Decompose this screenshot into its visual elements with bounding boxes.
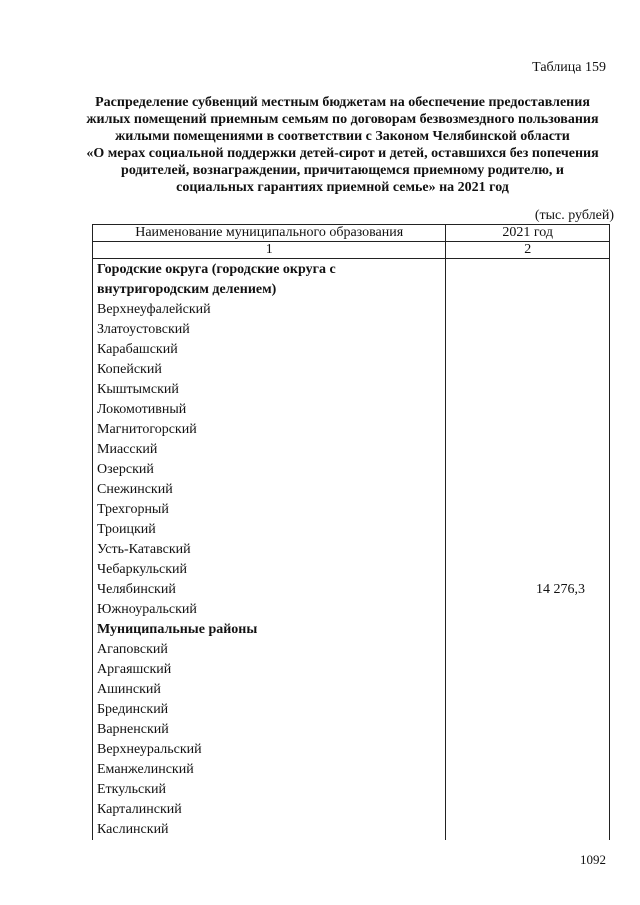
row-name: Усть-Катавский <box>93 540 446 560</box>
table-row <box>93 480 610 500</box>
table-row <box>93 360 610 380</box>
group-label <box>93 259 446 301</box>
row-value <box>446 640 610 660</box>
row-name: Златоустовский <box>93 320 446 340</box>
row-name: Озерский <box>93 460 446 480</box>
row-value <box>446 540 610 560</box>
document-title <box>70 94 615 196</box>
row-value <box>446 760 610 780</box>
row-value <box>446 660 610 680</box>
row-name: Каслинский <box>93 820 446 840</box>
table-row <box>93 680 610 700</box>
table-row <box>93 700 610 720</box>
row-name: Варненский <box>93 720 446 740</box>
row-value <box>446 500 610 520</box>
column-number-1: 1 <box>93 242 446 259</box>
row-value <box>446 320 610 340</box>
row-value <box>446 480 610 500</box>
row-name: Снежинский <box>93 480 446 500</box>
row-name: Магнитогорский <box>93 420 446 440</box>
column-number-2: 2 <box>446 242 610 259</box>
row-value <box>446 440 610 460</box>
table-row <box>93 760 610 780</box>
table-row <box>93 500 610 520</box>
table-row <box>93 740 610 760</box>
row-name: Еманжелинский <box>93 760 446 780</box>
table-row <box>93 820 610 840</box>
row-value <box>446 820 610 840</box>
row-value <box>446 360 610 380</box>
table-row <box>93 600 610 620</box>
row-value <box>446 300 610 320</box>
table-row <box>93 720 610 740</box>
table-row <box>93 300 610 320</box>
table-row <box>93 340 610 360</box>
table-number: Таблица 159 <box>532 60 606 75</box>
row-name: Троицкий <box>93 520 446 540</box>
row-name: Верхнеуральский <box>93 740 446 760</box>
group-label: Муниципальные районы <box>93 620 446 640</box>
table-row <box>93 540 610 560</box>
row-name: Ашинский <box>93 680 446 700</box>
table-row <box>93 520 610 540</box>
header-row <box>93 225 610 242</box>
table-row <box>93 440 610 460</box>
row-name: Верхнеуфалейский <box>93 300 446 320</box>
page-number: 1092 <box>580 852 606 867</box>
table-row <box>93 320 610 340</box>
table-row <box>93 580 610 600</box>
table-row <box>93 660 610 680</box>
column-number-row <box>93 242 610 259</box>
title-line: родителей, вознаграждении, причитающемся приемному родителю, и <box>121 163 564 178</box>
row-value <box>446 560 610 580</box>
row-name: Кыштымский <box>93 380 446 400</box>
column-header-year: 2021 год <box>446 225 610 242</box>
row-name: Еткульский <box>93 780 446 800</box>
row-name: Копейский <box>93 360 446 380</box>
row-value <box>446 700 610 720</box>
group-row-municipal-districts <box>93 620 610 640</box>
row-name: Аргаяшский <box>93 660 446 680</box>
table-row <box>93 460 610 480</box>
table-row <box>93 400 610 420</box>
group-label-line: внутригородским делением) <box>97 282 277 297</box>
row-name: Челябинский <box>93 580 446 600</box>
row-value <box>446 340 610 360</box>
table-row <box>93 420 610 440</box>
title-line: «О мерах социальной поддержки детей-сирот и детей, оставшихся без попечения <box>86 146 599 161</box>
table-row <box>93 560 610 580</box>
row-value <box>446 720 610 740</box>
table-row <box>93 640 610 660</box>
title-line: жилых помещений приемным семьям по договорам безвозмездного пользования <box>86 112 599 127</box>
title-line: Распределение субвенций местным бюджетам на обеспечение предоставления <box>95 95 590 110</box>
group-value <box>446 620 610 640</box>
row-value <box>446 380 610 400</box>
row-name: Чебаркульский <box>93 560 446 580</box>
group-row-city-districts <box>93 259 610 301</box>
row-value <box>446 740 610 760</box>
title-line: социальных гарантиях приемной семье» на 2021 год <box>176 180 509 195</box>
title-line: жилыми помещениями в соответствии с Законом Челябинской области <box>115 129 570 144</box>
row-name: Агаповский <box>93 640 446 660</box>
table-row <box>93 800 610 820</box>
row-name: Карталинский <box>93 800 446 820</box>
row-name: Карабашский <box>93 340 446 360</box>
row-value <box>446 800 610 820</box>
subvention-table <box>92 224 610 840</box>
group-label-line: Городские округа (городские округа с <box>97 262 336 277</box>
row-name: Локомотивный <box>93 400 446 420</box>
row-value <box>446 520 610 540</box>
row-name: Миасский <box>93 440 446 460</box>
row-name: Трехгорный <box>93 500 446 520</box>
row-value <box>446 420 610 440</box>
group-value <box>446 259 610 301</box>
table-row <box>93 380 610 400</box>
row-value <box>446 600 610 620</box>
row-value <box>446 780 610 800</box>
row-value <box>446 400 610 420</box>
row-value <box>446 680 610 700</box>
row-name: Южноуральский <box>93 600 446 620</box>
units-label: (тыс. рублей) <box>534 208 614 223</box>
table-row <box>93 780 610 800</box>
row-value <box>446 460 610 480</box>
row-name: Брединский <box>93 700 446 720</box>
row-value: 14 276,3 <box>446 580 610 600</box>
column-header-name: Наименование муниципального образования <box>93 225 446 242</box>
